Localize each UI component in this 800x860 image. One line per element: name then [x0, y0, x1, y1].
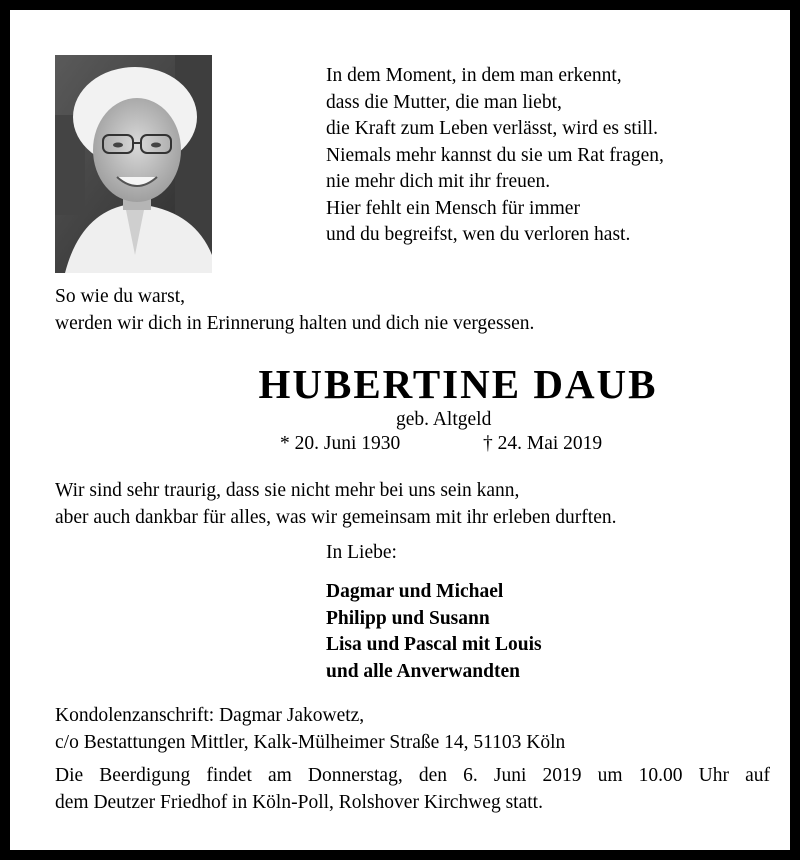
message-text [55, 478, 617, 531]
maiden-name: geb. Altgeld [396, 409, 492, 430]
intro-line: werden wir dich in Erinnerung halten und dich nie vergessen. [55, 312, 535, 334]
obituary-notice [10, 10, 790, 850]
funeral-info [55, 763, 770, 816]
portrait-photo [55, 55, 212, 273]
poem-line: nie mehr dich mit ihr freuen. [326, 171, 551, 192]
birth-date: * 20. Juni 1930 [280, 433, 401, 454]
message-line: aber auch dankbar für alles, was wir gemeinsam mit ihr erleben durften. [55, 506, 617, 528]
intro-text [55, 284, 534, 337]
poem [326, 63, 664, 249]
closing-phrase: In Liebe: [326, 542, 397, 563]
funeral-line: dem Deutzer Friedhof in Köln-Poll, Rolshover Kirchweg statt. [55, 791, 543, 813]
funeral-line: Die Beerdigung findet am Donnerstag, den 6. Juni 2019 um 10.00 Uhr auf [55, 765, 770, 786]
intro-line: So wie du warst, [55, 286, 185, 307]
poem-line: In dem Moment, in dem man erkennt, [326, 65, 622, 86]
condolence-line: c/o Bestattungen Mittler, Kalk-Mülheimer Straße 14, 51103 Köln [55, 731, 566, 753]
portrait-photo-icon [55, 55, 212, 273]
poem-line: Hier fehlt ein Mensch für immer [326, 197, 580, 219]
deceased-name: HUBERTINE DAUB [258, 361, 658, 407]
family-member: Dagmar und Michael [326, 581, 504, 602]
condolence-address [55, 703, 565, 756]
family-member: Philipp und Susann [326, 607, 490, 629]
poem-line: Niemals mehr kannst du sie um Rat fragen, [326, 144, 664, 166]
poem-line: die Kraft zum Leben verlässt, wird es still. [326, 118, 658, 139]
poem-line: dass die Mutter, die man liebt, [326, 91, 562, 113]
death-date: † 24. Mai 2019 [483, 433, 603, 454]
message-line: Wir sind sehr traurig, dass sie nicht mehr bei uns sein kann, [55, 480, 520, 501]
family-member: Lisa und Pascal mit Louis [326, 634, 542, 655]
family-list [326, 579, 542, 685]
condolence-line: Kondolenzanschrift: Dagmar Jakowetz, [55, 705, 365, 726]
poem-line: und du begreifst, wen du verloren hast. [326, 224, 631, 245]
family-member: und alle Anverwandten [326, 660, 520, 682]
